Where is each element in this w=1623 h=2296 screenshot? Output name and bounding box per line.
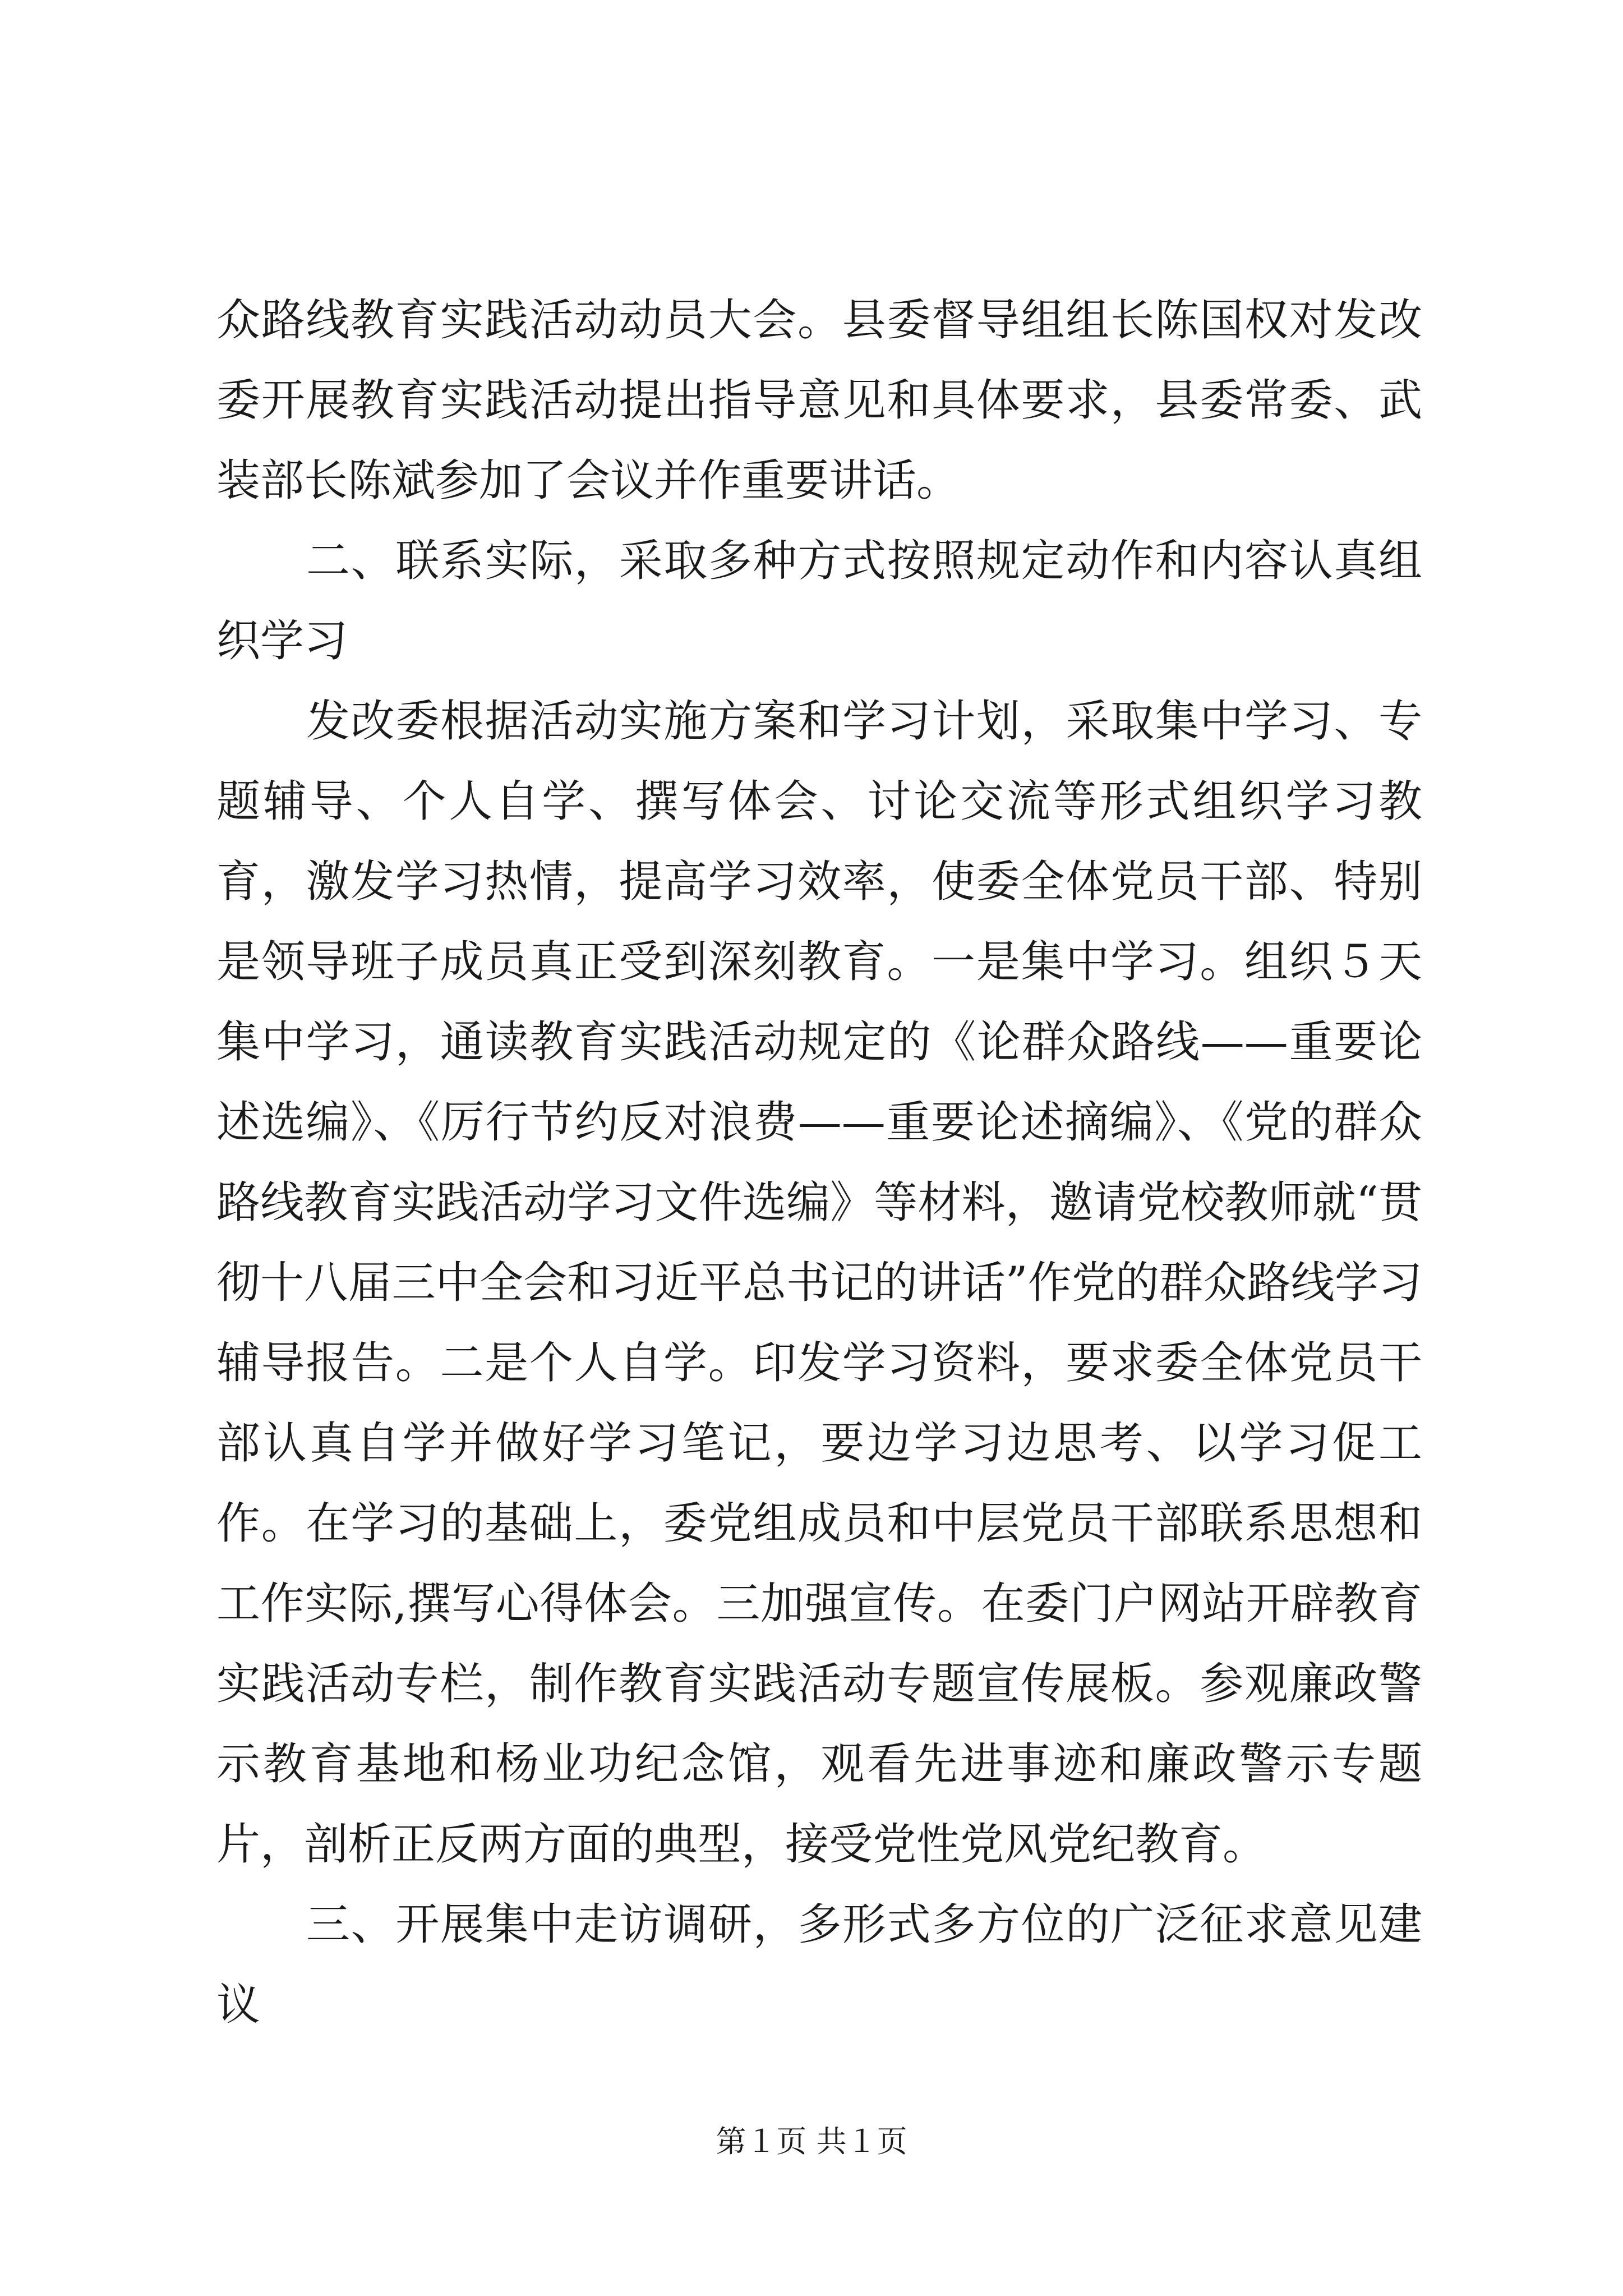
document-body (216, 280, 1422, 2045)
paragraph-study-methods: 发改委根据活动实施方案和学习计划，采取集中学习、专题辅导、个人自学、撰写体会、讨论交流等形式组织学习教育，激发学习热情，提高学习效率，使委全体党员干部、特别是领导班子成员真正受到深刻教育。一是集中学习。组织５天集中学习，通读教育实践活动规定的《论群众路线——重要论述选编》、《厉行节约反对浪费——重要论述摘编》、《党的群众路线教育实践活动学习文件选编》等材料，邀请党校教师就“贯彻十八届三中全会和习近平总书记的讲话”作党的群众路线学习辅导报告。二是个人自学。印发学习资料，要求委全体党员干部认真自学并做好学习笔记，要边学习边思考、以学习促工作。在学习的基础上，委党组成员和中层党员干部联系思想和工作实际,撰写心得体会。三加强宣传。在委门户网站开辟教育实践活动专栏，制作教育实践活动专题宣传展板。参观廉政警示教育基地和杨业功纪念馆，观看先进事迹和廉政警示专题片，剖析正反两方面的典型，接受党性党风党纪教育。 (216, 696, 1422, 1870)
section-heading-two: 二、联系实际，采取多种方式按照规定动作和内容认真组织学习 (216, 536, 1422, 666)
page-footer: 第１页 共１页 (716, 2124, 907, 2159)
section-heading-three: 三、开展集中走访调研，多形式多方位的广泛征求意见建议 (216, 1899, 1422, 2030)
paragraph-continuation: 众路线教育实践活动动员大会。县委督导组组长陈国权对发改委开展教育实践活动提出指导意见和具体要求，县委常委、武装部长陈斌参加了会议并作重要讲话。 (216, 295, 1422, 506)
